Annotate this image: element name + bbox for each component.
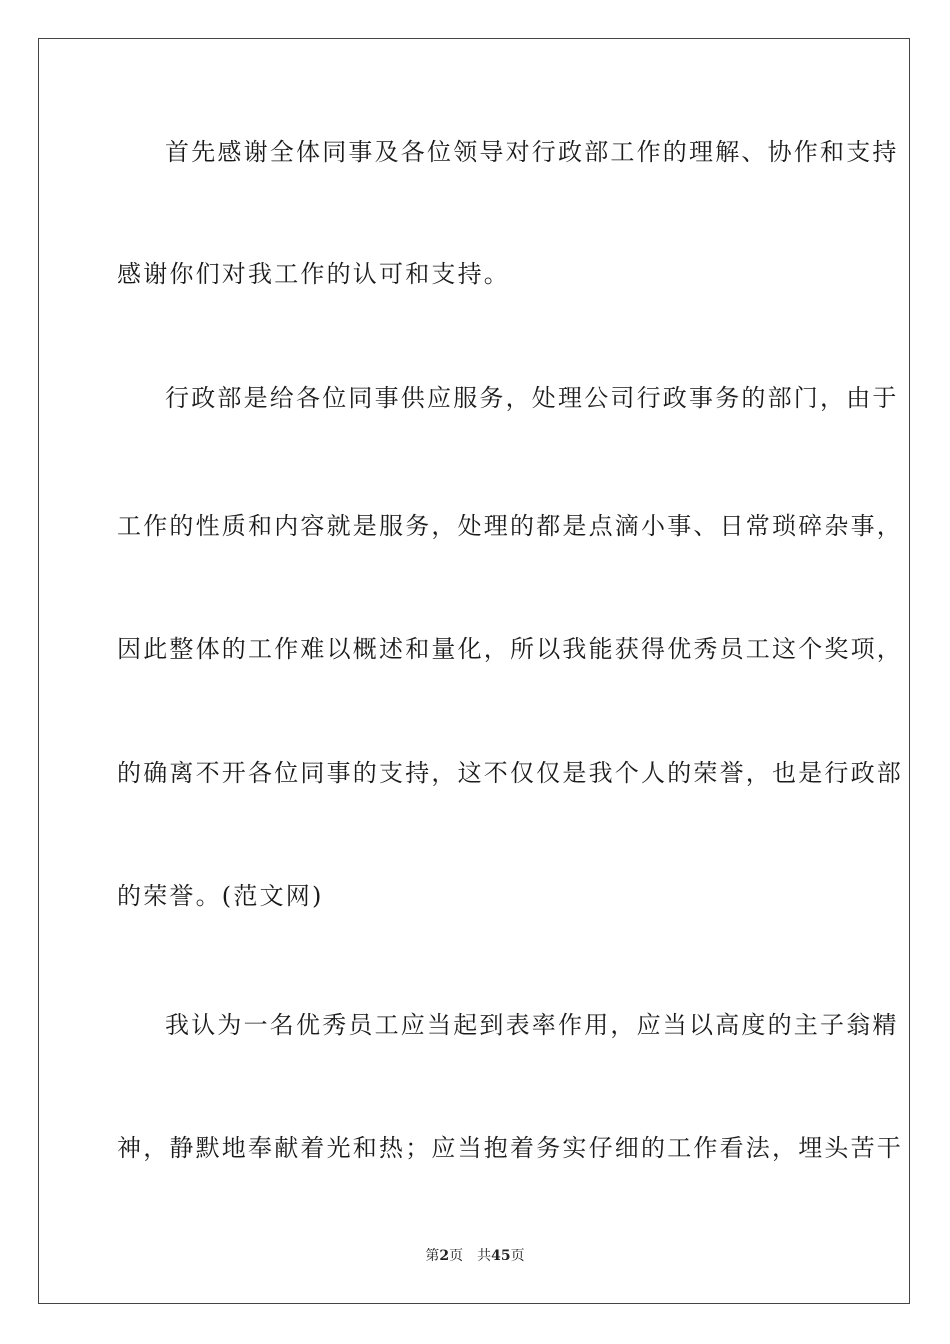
total-suffix: 页 <box>510 1248 525 1264</box>
page-frame <box>38 38 910 1304</box>
total-prefix: 共 <box>477 1248 492 1264</box>
page-number: 2 <box>439 1248 450 1264</box>
body-line-3: 行政部是给各位同事供应服务，处理公司行政事务的部门，由于 <box>165 384 899 412</box>
body-line-9: 神，静默地奉献着光和热；应当抱着务实仔细的工作看法，埋头苦干 <box>117 1134 903 1162</box>
body-line-2: 感谢你们对我工作的认可和支持。 <box>117 260 510 288</box>
body-line-6: 的确离不开各位同事的支持，这不仅仅是我个人的荣誉，也是行政部 <box>117 759 903 787</box>
total-pages: 45 <box>491 1248 511 1264</box>
body-line-8: 我认为一名优秀员工应当起到表率作用，应当以高度的主子翁精 <box>165 1011 899 1039</box>
body-line-7: 的荣誉。(范文网) <box>117 882 324 910</box>
page-footer <box>0 1247 950 1265</box>
body-line-1: 首先感谢全体同事及各位领导对行政部工作的理解、协作和支持 <box>165 138 899 166</box>
page-prefix: 第 <box>425 1248 440 1264</box>
body-line-5: 因此整体的工作难以概述和量化，所以我能获得优秀员工这个奖项， <box>117 635 903 663</box>
body-line-4: 工作的性质和内容就是服务，处理的都是点滴小事、日常琐碎杂事， <box>117 512 903 540</box>
page-suffix: 页 <box>449 1248 464 1264</box>
